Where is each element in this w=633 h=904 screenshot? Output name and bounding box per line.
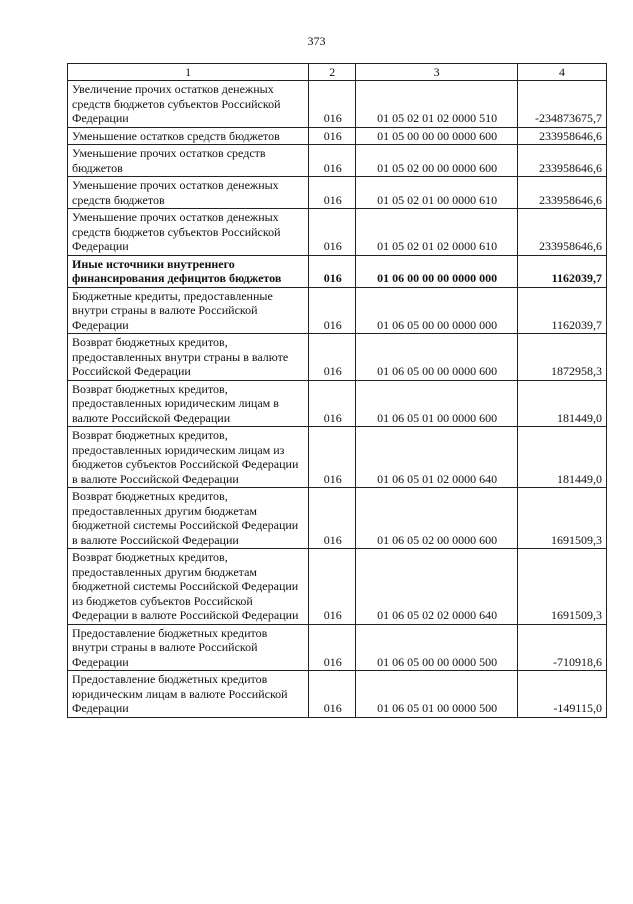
cell-amount: -234873675,7 bbox=[518, 81, 607, 128]
sources-table bbox=[67, 63, 607, 718]
cell-budget-code: 01 06 05 01 02 0000 640 bbox=[356, 427, 518, 488]
table-row bbox=[68, 488, 607, 549]
cell-admin-code: 016 bbox=[309, 127, 356, 145]
cell-name: Уменьшение прочих остатков денежных средств бюджетов субъектов Российской Федерации bbox=[68, 209, 309, 256]
cell-amount: 233958646,6 bbox=[518, 145, 607, 177]
cell-budget-code: 01 06 05 01 00 0000 500 bbox=[356, 671, 518, 718]
page-number: 373 bbox=[307, 34, 326, 48]
cell-name: Бюджетные кредиты, предоставленные внутри страны в валюте Российской Федерации bbox=[68, 287, 309, 334]
cell-amount: 181449,0 bbox=[518, 380, 607, 427]
table-row bbox=[68, 549, 607, 625]
cell-budget-code: 01 06 00 00 00 0000 000 bbox=[356, 255, 518, 287]
cell-name: Предоставление бюджетных кредитов юридическим лицам в валюте Российской Федерации bbox=[68, 671, 309, 718]
cell-name: Предоставление бюджетных кредитов внутри страны в валюте Российской Федерации bbox=[68, 624, 309, 671]
cell-budget-code: 01 06 05 02 02 0000 640 bbox=[356, 549, 518, 625]
header-col-3: 3 bbox=[356, 64, 518, 81]
cell-amount: -149115,0 bbox=[518, 671, 607, 718]
cell-amount: 181449,0 bbox=[518, 427, 607, 488]
cell-amount: 1162039,7 bbox=[518, 287, 607, 334]
cell-budget-code: 01 06 05 01 00 0000 600 bbox=[356, 380, 518, 427]
cell-budget-code: 01 06 05 00 00 0000 600 bbox=[356, 334, 518, 381]
table-row bbox=[68, 145, 607, 177]
header-col-4: 4 bbox=[518, 64, 607, 81]
cell-admin-code: 016 bbox=[309, 145, 356, 177]
cell-name: Уменьшение остатков средств бюджетов bbox=[68, 127, 309, 145]
cell-amount: 233958646,6 bbox=[518, 209, 607, 256]
cell-amount: 1872958,3 bbox=[518, 334, 607, 381]
cell-budget-code: 01 05 02 01 02 0000 510 bbox=[356, 81, 518, 128]
cell-budget-code: 01 05 00 00 00 0000 600 bbox=[356, 127, 518, 145]
cell-name: Уменьшение прочих остатков средств бюджетов bbox=[68, 145, 309, 177]
cell-admin-code: 016 bbox=[309, 549, 356, 625]
cell-admin-code: 016 bbox=[309, 671, 356, 718]
cell-name: Иные источники внутреннего финансирования дефицитов бюджетов bbox=[68, 255, 309, 287]
header-row bbox=[68, 64, 607, 81]
cell-admin-code: 016 bbox=[309, 81, 356, 128]
cell-admin-code: 016 bbox=[309, 255, 356, 287]
table-row bbox=[68, 427, 607, 488]
table-row bbox=[68, 334, 607, 381]
cell-budget-code: 01 05 02 00 00 0000 600 bbox=[356, 145, 518, 177]
table-row bbox=[68, 81, 607, 128]
table-row bbox=[68, 255, 607, 287]
table-row bbox=[68, 287, 607, 334]
cell-admin-code: 016 bbox=[309, 209, 356, 256]
cell-budget-code: 01 06 05 02 00 0000 600 bbox=[356, 488, 518, 549]
table-row bbox=[68, 209, 607, 256]
cell-amount: 1691509,3 bbox=[518, 488, 607, 549]
cell-admin-code: 016 bbox=[309, 624, 356, 671]
cell-name: Увеличение прочих остатков денежных средств бюджетов субъектов Российской Федерации bbox=[68, 81, 309, 128]
cell-name: Возврат бюджетных кредитов, предоставленных другим бюджетам бюджетной системы Российской Федерации из бюджетов субъектов Российской Федерации в валюте Российской Федерации bbox=[68, 549, 309, 625]
cell-amount: -710918,6 bbox=[518, 624, 607, 671]
cell-budget-code: 01 05 02 01 00 0000 610 bbox=[356, 177, 518, 209]
cell-admin-code: 016 bbox=[309, 287, 356, 334]
cell-admin-code: 016 bbox=[309, 427, 356, 488]
table-row bbox=[68, 177, 607, 209]
cell-amount: 233958646,6 bbox=[518, 177, 607, 209]
cell-name: Уменьшение прочих остатков денежных средств бюджетов bbox=[68, 177, 309, 209]
cell-name: Возврат бюджетных кредитов, предоставленных юридическим лицам из бюджетов субъектов Российской Федерации в валюте Российской Федерации bbox=[68, 427, 309, 488]
table-row bbox=[68, 624, 607, 671]
cell-budget-code: 01 05 02 01 02 0000 610 bbox=[356, 209, 518, 256]
cell-admin-code: 016 bbox=[309, 177, 356, 209]
table-row bbox=[68, 127, 607, 145]
cell-amount: 233958646,6 bbox=[518, 127, 607, 145]
table-row bbox=[68, 380, 607, 427]
cell-name: Возврат бюджетных кредитов, предоставленных юридическим лицам в валюте Российской Федерации bbox=[68, 380, 309, 427]
header-col-2: 2 bbox=[309, 64, 356, 81]
cell-admin-code: 016 bbox=[309, 334, 356, 381]
cell-name: Возврат бюджетных кредитов, предоставленных другим бюджетам бюджетной системы Российской Федерации в валюте Российской Федерации bbox=[68, 488, 309, 549]
cell-admin-code: 016 bbox=[309, 380, 356, 427]
table-row bbox=[68, 671, 607, 718]
cell-amount: 1691509,3 bbox=[518, 549, 607, 625]
cell-budget-code: 01 06 05 00 00 0000 000 bbox=[356, 287, 518, 334]
cell-name: Возврат бюджетных кредитов, предоставленных внутри страны в валюте Российской Федерации bbox=[68, 334, 309, 381]
cell-amount: 1162039,7 bbox=[518, 255, 607, 287]
cell-admin-code: 016 bbox=[309, 488, 356, 549]
table-body bbox=[68, 81, 607, 718]
cell-budget-code: 01 06 05 00 00 0000 500 bbox=[356, 624, 518, 671]
header-col-1: 1 bbox=[68, 64, 309, 81]
